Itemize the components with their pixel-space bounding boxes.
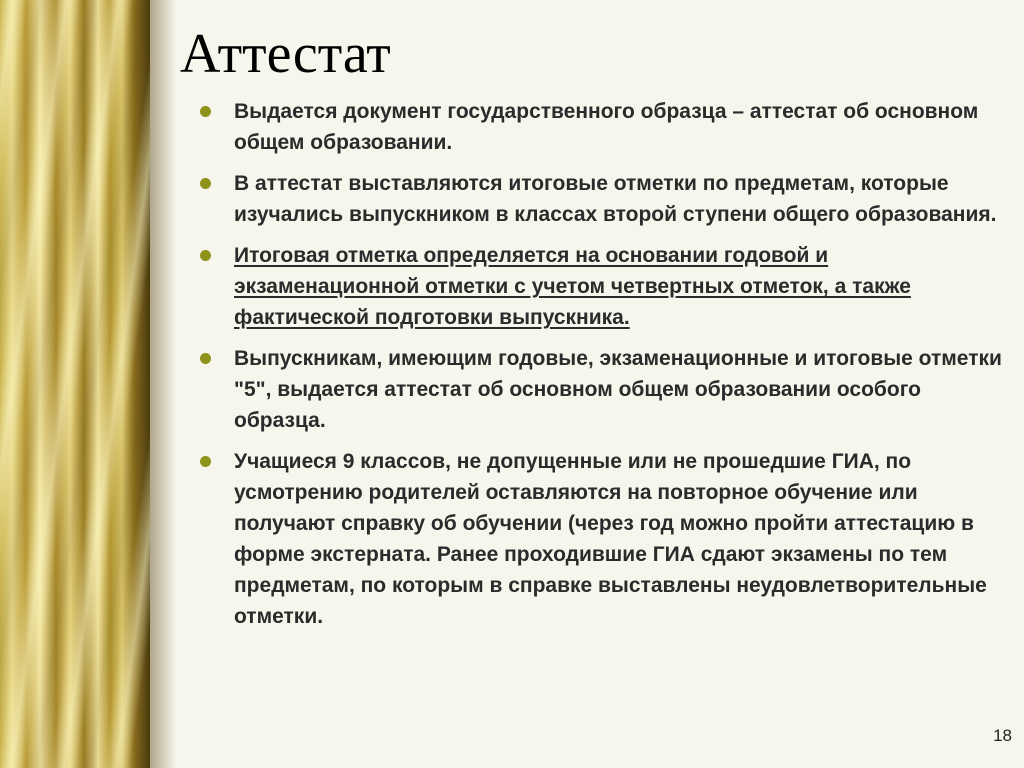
bullet-item (194, 168, 1004, 230)
page-number: 18 (993, 726, 1012, 745)
bullet-text: Выдается документ государственного образца – аттестат об основном общем образовании. (234, 100, 979, 154)
bullet-text: Выпускникам, имеющим годовые, экзаменационные и итоговые отметки "5", выдается аттестат об основном общем образовании особого образца. (234, 347, 1002, 432)
bullet-dot-icon (200, 106, 211, 117)
bullet-item (194, 240, 1004, 333)
bullet-item (194, 446, 1004, 632)
bullet-dot-icon (200, 456, 211, 467)
slide-title: Аттестат (180, 23, 391, 85)
bullet-dot-icon (200, 178, 211, 189)
bullet-dot-icon (200, 250, 211, 261)
bullet-item (194, 96, 1004, 158)
bullet-list (194, 96, 1004, 642)
gold-drape-decoration (0, 0, 150, 768)
bullet-item (194, 343, 1004, 436)
bullet-text: Учащиеся 9 классов, не допущенные или не прошедшие ГИА, по усмотрению родителей оставляются на повторное обучение или получают справку об обучении (через год можно пройти аттестацию в форме экстерната. Ранее проходившие ГИА сдают экзамены по тем предметам, по которым в справке выставлены неудовлетворительные отметки. (234, 450, 987, 628)
bullet-text: Итоговая отметка определяется на основании годовой и экзаменационной отметки с учетом четвертных отметок, а также фактической подготовки выпускника. (234, 244, 911, 329)
bullet-dot-icon (200, 353, 211, 364)
drape-shadow (150, 0, 176, 768)
bullet-text: В аттестат выставляются итоговые отметки по предметам, которые изучались выпускником в классах второй ступени общего образования. (234, 172, 997, 226)
